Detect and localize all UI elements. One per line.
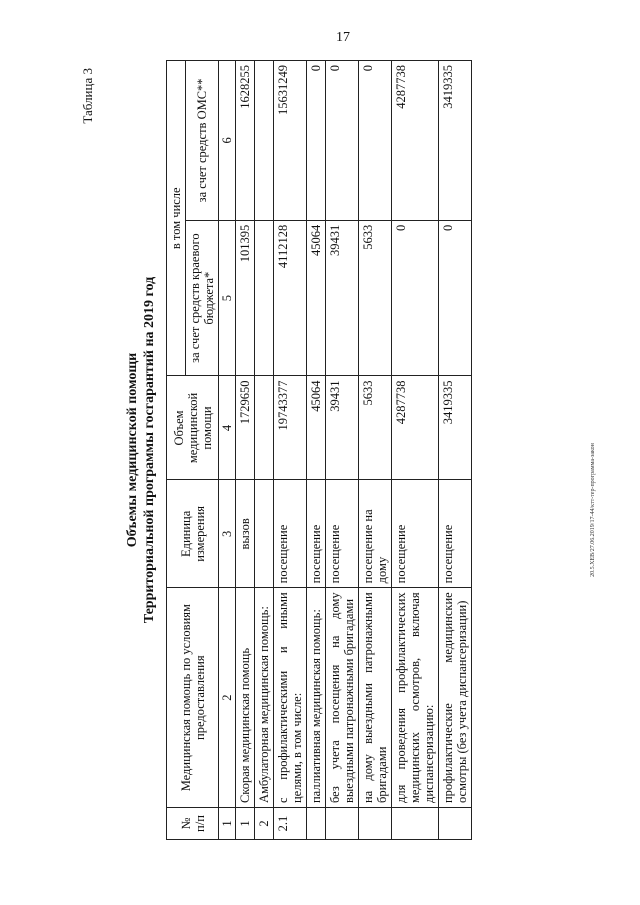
header-unit: Единица измерения [167,480,219,588]
row-volume: 45064 [307,376,326,480]
row-unit [255,480,274,588]
row-regional: 39431 [326,220,359,376]
title-line-1: Объемы медицинской помощи [125,352,140,548]
header-volume: Объем медицинской помощи [167,376,219,480]
row-no [439,808,472,840]
row-oms: 1628255 [236,61,255,221]
row-regional: 0 [439,220,472,376]
row-unit: посещение [439,480,472,588]
row-volume: 4287738 [392,376,439,480]
row-name: Скорая медицинская помощь [236,588,255,808]
row-unit: посещение [326,480,359,588]
document-title [124,60,158,840]
side-note: 20.5.XEB/27.06.2019/17-44/ктт-тер-программа-закон [590,443,596,577]
title-line-2: Территориальной программы госгарантий на 2019 год [142,276,157,624]
volumes-table [166,60,472,840]
row-unit: посещение [392,480,439,588]
row-name: без учета посещения на дому выездными патронажными бригадами [326,588,359,808]
table-row [255,61,274,840]
header-including: в том числе [167,61,186,377]
column-number: 1 [219,808,236,840]
row-no [359,808,392,840]
row-unit: посещение на дому [359,480,392,588]
column-number: 4 [219,376,236,480]
header-no: № п/п [167,808,219,840]
row-unit: посещение [307,480,326,588]
row-oms [255,61,274,221]
row-volume: 39431 [326,376,359,480]
row-name: Амбулаторная медицинская помощь: [255,588,274,808]
row-oms: 0 [359,61,392,221]
row-unit: посещение [274,480,307,588]
page-number: 17 [336,30,350,45]
table-row [326,61,359,840]
column-number: 3 [219,480,236,588]
row-name: профилактические медицинские осмотры (без учета диспансеризации) [439,588,472,808]
header-oms: за счет средств ОМС** [186,61,219,221]
column-number: 2 [219,588,236,808]
rotated-page-content [80,60,600,840]
row-oms: 15631249 [274,61,307,221]
column-number-row [219,61,236,840]
column-number: 5 [219,220,236,376]
row-regional [255,220,274,376]
row-name: на дому выездными патронажными бригадами [359,588,392,808]
row-no: 1 [236,808,255,840]
table-row [392,61,439,840]
row-oms: 3419335 [439,61,472,221]
table-row [236,61,255,840]
row-name: для проведения профилактических медицинских осмотров, включая диспансеризацию: [392,588,439,808]
row-volume [255,376,274,480]
table-row [359,61,392,840]
row-volume: 1729650 [236,376,255,480]
row-regional: 4112128 [274,220,307,376]
row-no: 2.1 [274,808,307,840]
header-regional: за счет средств краевого бюджета* [186,220,219,376]
row-regional: 101395 [236,220,255,376]
row-oms: 0 [307,61,326,221]
row-volume: 3419335 [439,376,472,480]
table-row [307,61,326,840]
row-volume: 19743377 [274,376,307,480]
row-no: 2 [255,808,274,840]
row-volume: 5633 [359,376,392,480]
row-no [307,808,326,840]
table-row [439,61,472,840]
header-care: Медицинская помощь по условиям предоставления [167,588,219,808]
row-oms: 4287738 [392,61,439,221]
row-unit: вызов [236,480,255,588]
row-regional: 45064 [307,220,326,376]
row-no [392,808,439,840]
row-no [326,808,359,840]
row-regional: 0 [392,220,439,376]
table-label: Таблица 3 [80,68,95,124]
row-regional: 5633 [359,220,392,376]
row-oms: 0 [326,61,359,221]
table-row [274,61,307,840]
row-name: паллиативная медицинская помощь: [307,588,326,808]
column-number: 6 [219,61,236,221]
row-name: с профилактическими и иными целями, в том числе: [274,588,307,808]
